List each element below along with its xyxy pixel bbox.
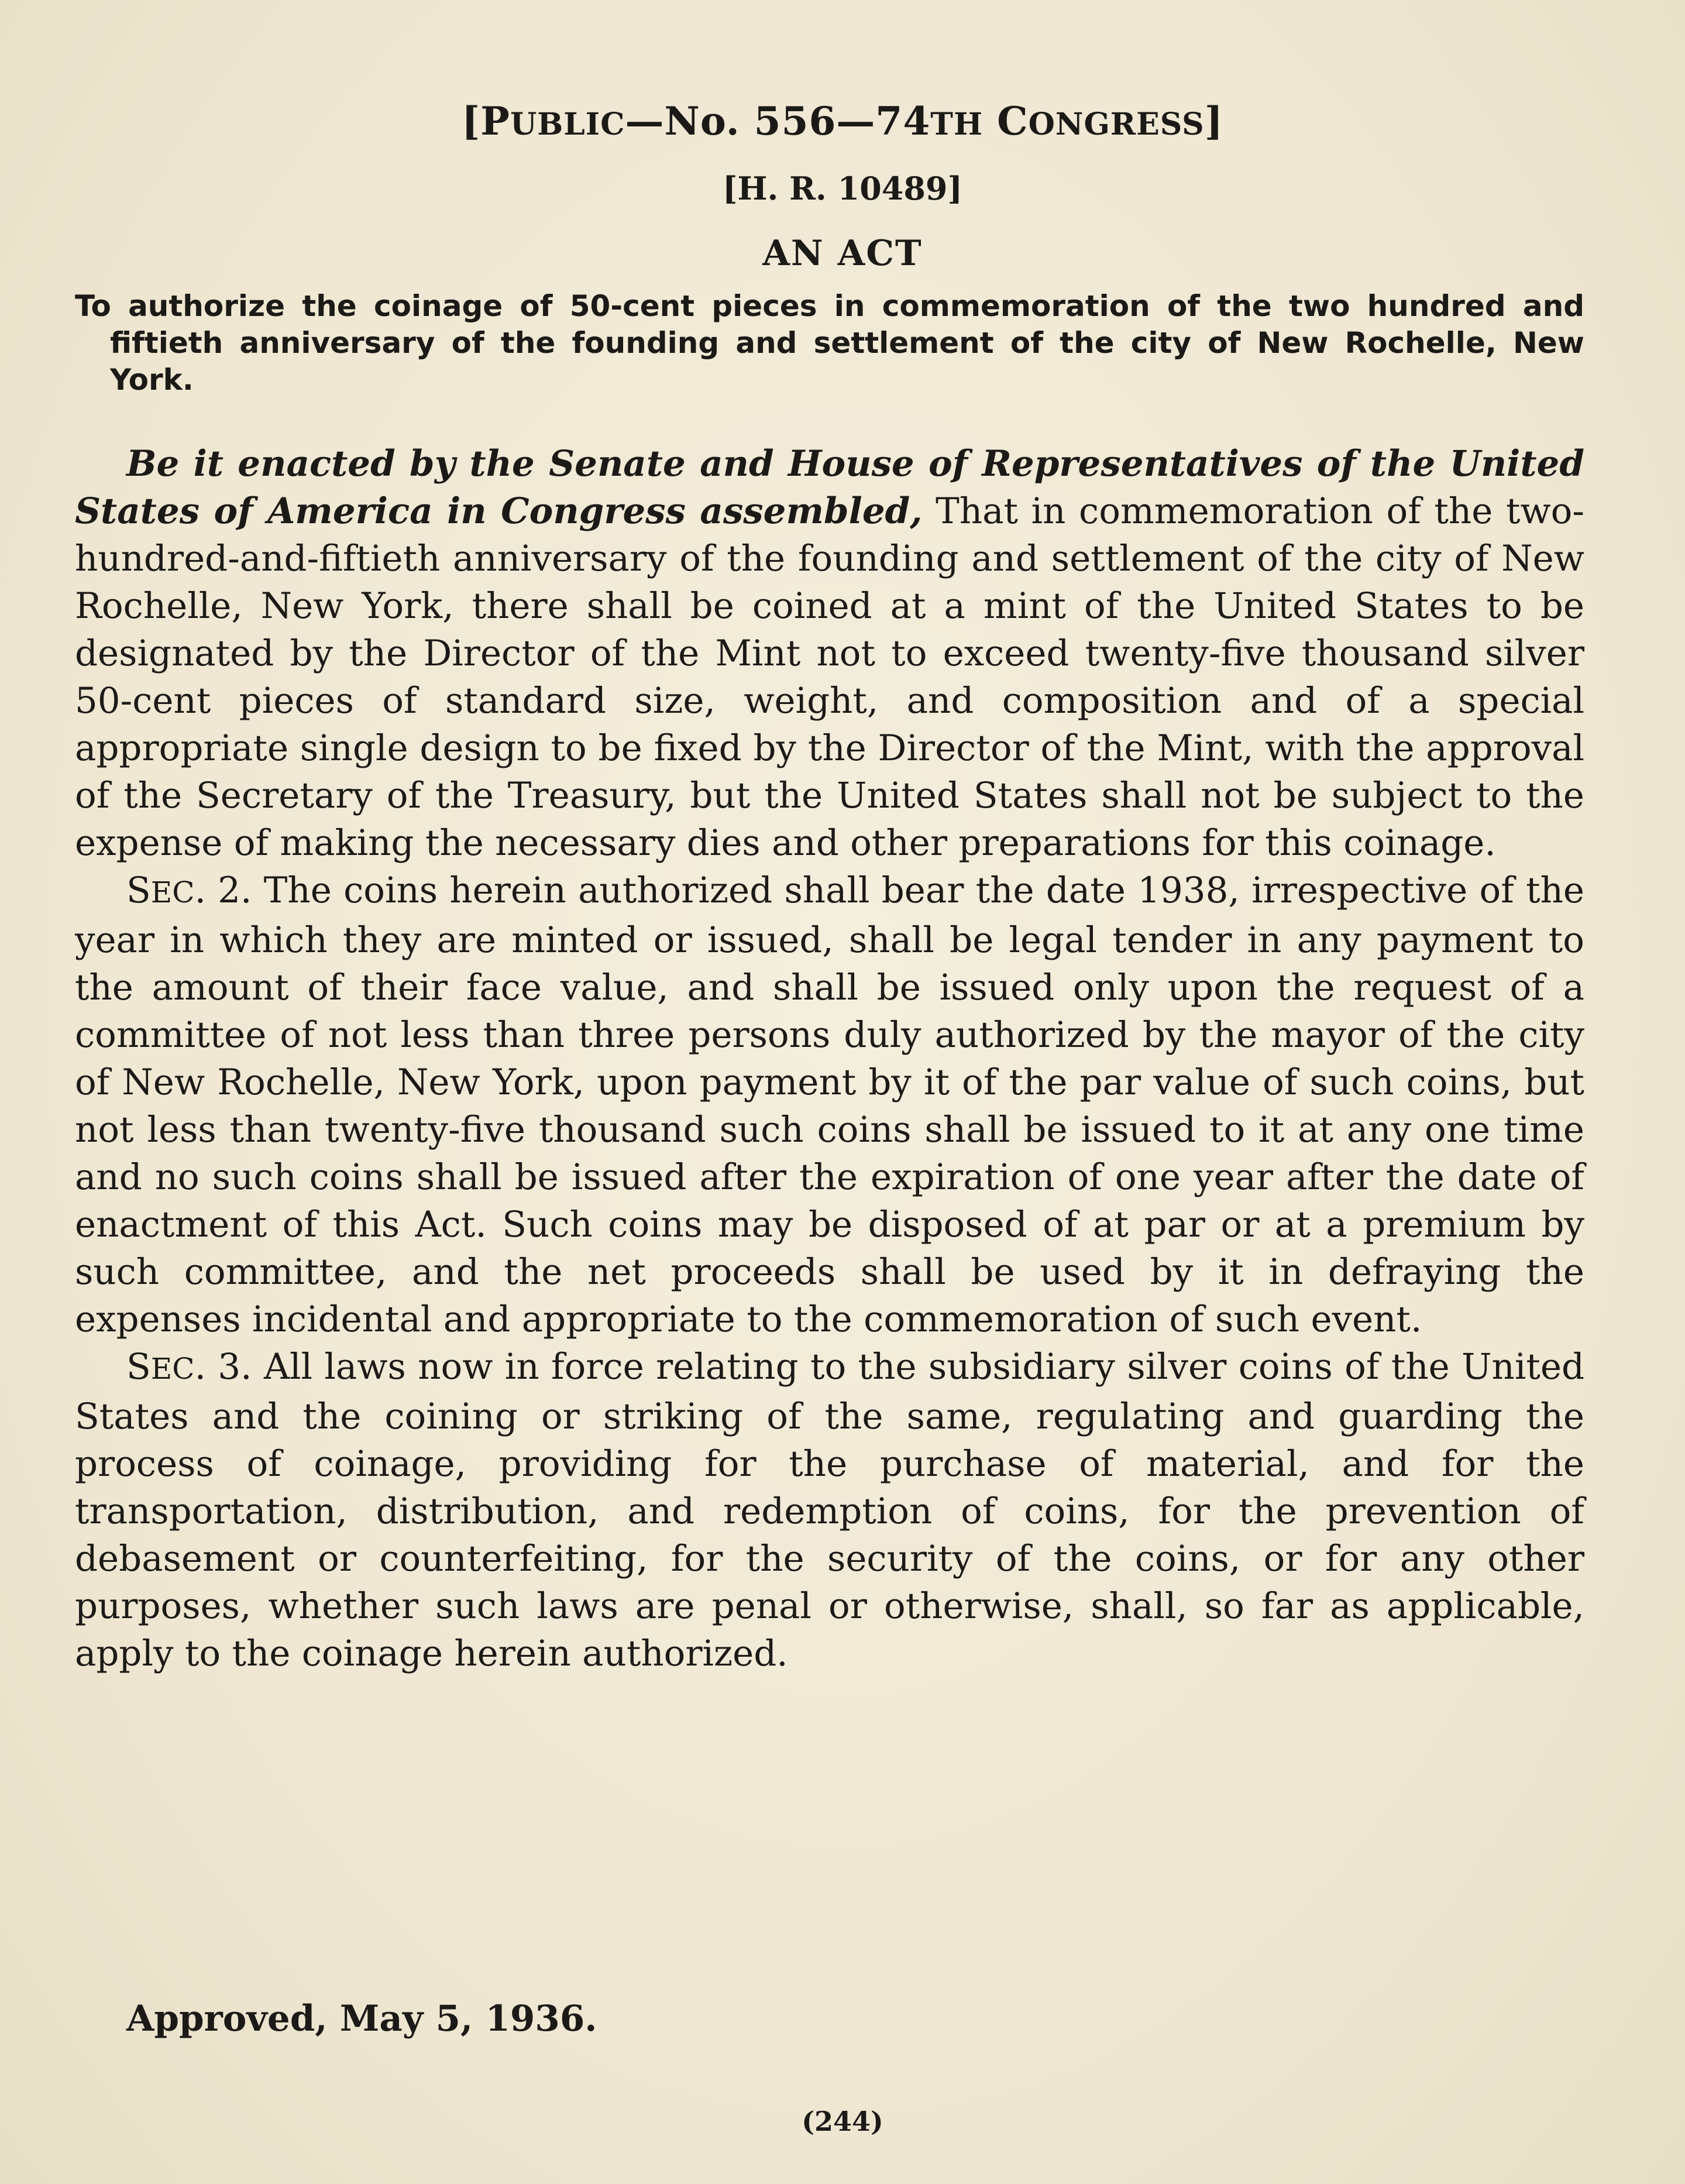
- section-3-text: All laws now in force relating to the subsidiary silver coins of the United States and the coining or striking of the same, regulating and guarding the process of coinage, providing for the purchase of material, and for the transportation, distribution, and redemption of coins, for the prevention of debasement or counterfeiting, for the security of the coins, or for any other purposes, whether such laws are penal or otherwise, shall, so far as applicable, apply to the coinage herein authorized.: [75, 1346, 1584, 1674]
- act-heading: AN ACT: [762, 233, 923, 274]
- page-number: (244): [802, 2106, 883, 2137]
- section-2-text: The coins herein authorized shall bear the date 1938, irrespective of the year in which they are minted or issued, shall be legal tender in any payment to the amount of their face value, and shall be issued only upon the request of a committee of not less than three persons duly authorized by the mayor of the city of New Rochelle, New York, upon payment by it of the par value of such coins, but not less than twenty-five thousand such coins shall be issued to it at any one time and no such coins shall be issued after the expiration of one year after the date of enactment of this Act. Such coins may be disposed of at par or at a premium by such committee, and the net proceeds shall be used by it in defraying the expenses incidental and appropriate to the commemoration of such event.: [75, 870, 1584, 1340]
- section-2-paragraph: [75, 867, 1584, 1343]
- section-3-label: SEC. 3.: [126, 1346, 252, 1388]
- public-law-heading: [PUBLIC—No. 556—74TH CONGRESS]: [462, 98, 1223, 144]
- bill-number: [H. R. 10489]: [722, 170, 963, 207]
- section-2-label: SEC. 2.: [126, 870, 252, 911]
- act-body: [75, 440, 1584, 1677]
- section-1-text: That in commemoration of the two-hundred-and-fiftieth anniversary of the founding and settlement of the city of New Rochelle, New York, there shall be coined at a mint of the United States to be designated by the Director of the Mint not to exceed twenty-five thousand silver 50-cent pieces of standard size, weight, and composition and of a special appropriate single design to be fixed by the Director of the Mint, with the approval of the Secretary of the Treasury, but the United States shall not be subject to the expense of making the necessary dies and other preparations for this coinage.: [75, 490, 1585, 864]
- section-3-paragraph: [75, 1343, 1584, 1677]
- enacting-clause: Be it enacted by the Senate and House of Representatives of the United States of America in Congress assembled,: [75, 443, 1584, 532]
- act-title: To authorize the coinage of 50-cent pieces in commemoration of the two hundred and fiftieth anniversary of the founding and settlement of the city of New Rochelle, New York.: [75, 289, 1584, 397]
- approval-date: Approved, May 5, 1936.: [126, 1998, 597, 2039]
- section-1-paragraph: [75, 440, 1584, 867]
